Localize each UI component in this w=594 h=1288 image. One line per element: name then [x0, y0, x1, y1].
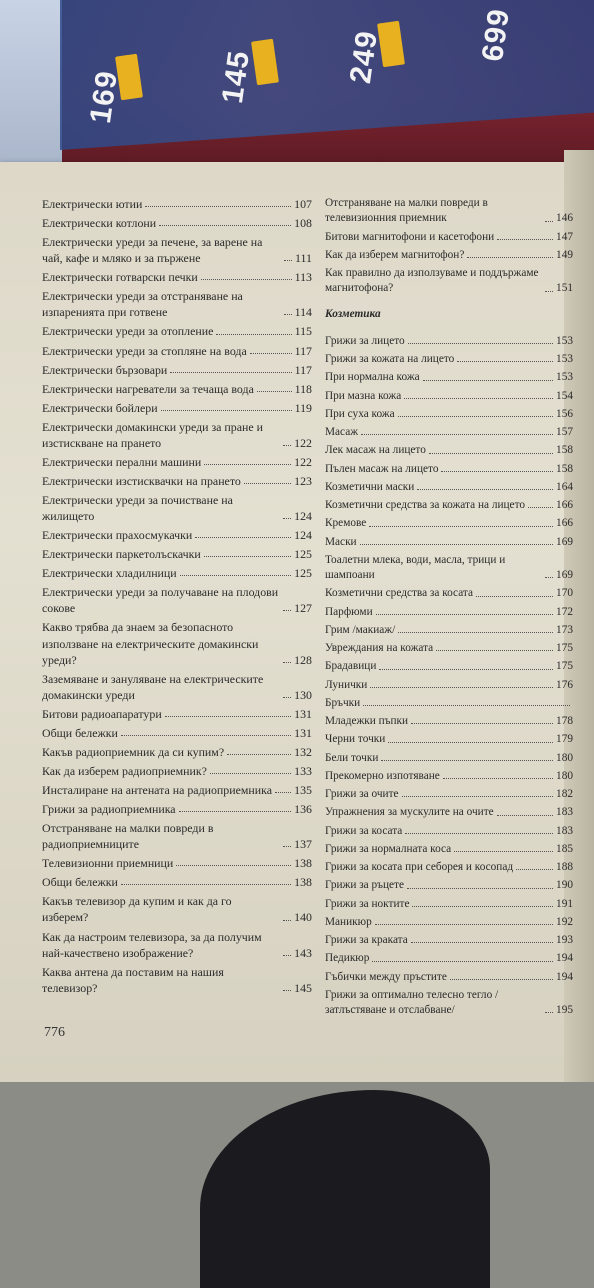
dot-leader: [257, 391, 292, 392]
dot-leader: [404, 398, 553, 399]
dot-leader: [361, 434, 553, 435]
toc-entry-title: Черни точки: [325, 733, 386, 746]
toc-entry-title: Парфюми: [325, 605, 373, 618]
toc-entry-page: 118: [294, 381, 312, 396]
toc-entry: [325, 248, 573, 263]
toc-entry: [42, 874, 312, 890]
toc-entry-page: 122: [294, 435, 312, 450]
toc-entry-title: Козметични маски: [325, 480, 415, 493]
toc-entry: [325, 751, 573, 766]
toc-entry-page: 147: [556, 230, 573, 243]
toc-entry-title: Маски: [325, 535, 357, 548]
dot-leader: [429, 453, 553, 454]
toc-entry-title: Упражнения за мускулите на очите: [325, 806, 494, 819]
toc-entry: [325, 389, 573, 404]
toc-entry: [325, 805, 573, 820]
dot-leader: [528, 507, 553, 508]
toc-entry-title: Електрически уреди за печене, за варене на чай, кафе и мляко и за пържене: [42, 235, 263, 266]
toc-entry-page: 125: [294, 566, 312, 581]
toc-entry: [325, 498, 573, 513]
toc-entry-page: 115: [294, 324, 312, 339]
toc-entry-page: 170: [556, 587, 573, 600]
toc-entry: [42, 234, 312, 266]
toc-entry-title: Заземяване и зануляване на електрическите домакински уреди: [42, 671, 264, 702]
dot-leader: [545, 1012, 553, 1013]
toc-entry-page: 113: [294, 270, 312, 285]
dot-leader: [476, 596, 553, 597]
dot-leader: [121, 735, 291, 736]
toc-entry: [42, 893, 312, 925]
toc-entry-page: 191: [556, 897, 573, 910]
dot-leader: [411, 942, 553, 943]
toc-entry-page: 127: [294, 601, 312, 616]
dot-leader: [159, 225, 291, 226]
dot-leader: [210, 773, 291, 774]
dot-leader: [179, 811, 292, 812]
toc-entry: [325, 266, 573, 297]
toc-right-main-list: [325, 334, 573, 1019]
toc-entry-page: 132: [294, 744, 312, 759]
dot-leader: [283, 955, 291, 956]
toc-entry: [325, 915, 573, 930]
toc-entry: [325, 352, 573, 367]
toc-entry-title: Кремове: [325, 517, 367, 530]
toc-entry: [42, 619, 312, 667]
toc-entry-page: 131: [294, 706, 312, 721]
toc-entry-page: 154: [556, 389, 573, 402]
toc-entry-title: Грижи за ръцете: [325, 879, 404, 892]
toc-entry: [325, 462, 573, 477]
toc-entry: [325, 769, 573, 784]
toc-entry-title: Електрически изстисквачки на прането: [42, 473, 241, 488]
dot-leader: [121, 884, 291, 885]
toc-entry: [42, 801, 312, 817]
dot-leader: [201, 279, 292, 280]
toc-entry-page: 193: [556, 934, 573, 946]
dot-leader: [405, 833, 553, 834]
toc-entry-title: Електрически ютии: [42, 197, 143, 211]
toc-entry-title: Грижи за кожата на лицето: [325, 353, 455, 365]
toc-entry-title: Грижи за оптимално телесно тегло /затлъстяване и отслабване/: [325, 988, 499, 1016]
toc-entry-page: 114: [294, 305, 312, 320]
toc-entry-title: Тоалетни млека, води, масла, трици и шампоани: [325, 553, 506, 581]
toc-entry-page: 192: [556, 915, 573, 928]
toc-entry: [325, 370, 573, 385]
toc-entry: [42, 725, 312, 741]
toc-entry: [325, 842, 573, 857]
toc-entry-page: 166: [556, 517, 573, 530]
toc-entry-page: 180: [556, 751, 573, 764]
toc-entry-page: 188: [556, 861, 573, 873]
dot-leader: [454, 851, 553, 852]
dot-leader: [363, 705, 570, 706]
toc-entry-title: Козметични средства за кожата на лицето: [325, 499, 526, 511]
dot-leader: [283, 518, 291, 519]
toc-entry-page: 145: [294, 980, 312, 995]
toc-entry: [42, 565, 312, 581]
toc-entry-title: Бръчки: [325, 696, 361, 709]
dot-leader: [170, 372, 291, 373]
dot-leader: [284, 314, 292, 315]
toc-entry-title: Грим /макиаж/: [325, 623, 396, 636]
toc-entry: [325, 696, 573, 711]
dot-leader: [423, 380, 553, 381]
toc-entry-page: 179: [556, 733, 573, 746]
toc-entry-title: Какъв радиоприемник да си купим?: [42, 744, 225, 759]
dot-leader: [443, 778, 553, 779]
toc-entry-page: 183: [556, 806, 573, 819]
dot-leader: [516, 869, 553, 870]
dot-leader: [376, 614, 553, 615]
toc-entry: [42, 323, 312, 339]
dot-leader: [457, 361, 553, 362]
toc-entry-title: Как правилно да използуваме и поддържаме магнитофона?: [325, 267, 539, 295]
toc-entry-title: Електрически уреди за стопляне на вода: [42, 343, 247, 358]
toc-entry-page: 137: [294, 837, 312, 852]
toc-entry-title: Електрически паркетолъскачки: [42, 547, 201, 562]
toc-entry-title: Масаж: [325, 426, 359, 438]
dot-leader: [283, 662, 291, 663]
toc-entry-page: 136: [294, 802, 312, 817]
toc-entry: [325, 659, 573, 674]
dot-leader: [283, 920, 291, 921]
toc-entry-title: Телевизионни приемници: [42, 856, 174, 871]
toc-entry: [42, 763, 312, 779]
toc-entry: [325, 933, 573, 948]
dot-leader: [450, 979, 553, 980]
dot-leader: [497, 239, 553, 240]
toc-entry-page: 133: [294, 763, 312, 778]
toc-entry: [325, 641, 573, 656]
toc-entry-title: Каква антена да поставим на нашия телевизор?: [42, 964, 224, 995]
toc-entry-title: Какъв телевизор да купим и как да го изберем?: [42, 894, 232, 925]
toc-entry: [325, 623, 573, 638]
dot-leader: [402, 796, 554, 797]
toc-entry-page: 169: [556, 535, 573, 548]
toc-entry-page: 108: [294, 216, 312, 231]
toc-entry: [325, 586, 573, 601]
dot-leader: [407, 888, 553, 889]
dot-leader: [204, 556, 291, 557]
toc-entry-page: 153: [556, 353, 573, 365]
toc-entry-page: 124: [294, 509, 312, 524]
toc-entry-page: 117: [294, 343, 312, 358]
toc-entry-page: 195: [556, 1004, 573, 1016]
toc-entry: [42, 454, 312, 470]
dot-leader: [195, 537, 291, 538]
dot-leader: [283, 846, 291, 847]
toc-entry-page: 190: [556, 879, 573, 892]
toc-entry-page: 175: [556, 660, 573, 673]
toc-entry: [42, 288, 312, 320]
toc-entry: [325, 970, 573, 985]
toc-entry-title: Електрически хладилници: [42, 566, 177, 581]
toc-entry: [325, 732, 573, 747]
toc-entry: [325, 480, 573, 495]
toc-entry-title: Грижи за ноктите: [325, 897, 410, 910]
dot-leader: [467, 257, 553, 258]
toc-entry-title: Маникюр: [325, 915, 372, 928]
toc-entry-title: Педикюр: [325, 952, 370, 965]
toc-entry-page: 182: [556, 788, 573, 800]
toc-entry: [42, 400, 312, 416]
toc-entry-page: 107: [294, 197, 312, 211]
toc-entry-title: Гъбички между пръстите: [325, 970, 447, 983]
dot-leader: [369, 526, 553, 527]
toc-entry: [42, 929, 312, 961]
toc-right-top-list: [325, 196, 573, 297]
toc-entry-title: При мазна кожа: [325, 389, 402, 402]
toc-entry-page: 131: [294, 725, 312, 740]
flyer-price: 145: [216, 48, 257, 106]
toc-entry: [325, 425, 573, 440]
toc-entry-title: Електрически нагреватели за течаща вода: [42, 381, 254, 396]
toc-entry-title: Грижи за нормалната коса: [325, 842, 452, 855]
toc-entry: [42, 671, 312, 703]
toc-entry-page: 185: [556, 842, 573, 855]
toc-entry: [42, 215, 312, 231]
toc-entry-page: 175: [556, 642, 573, 654]
dot-leader: [412, 906, 553, 907]
flyer-price: 699: [476, 6, 517, 64]
toc-entry-page: 143: [294, 945, 312, 960]
toc-entry: [42, 362, 312, 378]
toc-entry: [42, 855, 312, 871]
toc-entry: [42, 782, 312, 798]
toc-entry: [42, 744, 312, 760]
toc-entry-title: Младежки пъпки: [325, 715, 409, 727]
toc-entry: [325, 516, 573, 531]
toc-entry-title: Какво трябва да знаем за безопасното използване на електрическите домакински уреди?: [42, 620, 259, 667]
toc-entry: [325, 951, 573, 966]
dot-leader: [388, 742, 553, 743]
toc-entry-title: При нормална кожа: [325, 371, 420, 384]
toc-entry-title: Общи бележки: [42, 725, 118, 740]
dot-leader: [545, 577, 553, 578]
dot-leader: [250, 353, 292, 354]
toc-entry-page: 146: [556, 212, 573, 225]
toc-entry-page: 194: [556, 970, 573, 983]
page-number: 776: [44, 1025, 65, 1040]
section-title: Козметика: [325, 307, 381, 320]
dot-leader: [244, 483, 291, 484]
toc-entry: [42, 706, 312, 722]
toc-entry-page: 169: [556, 569, 573, 581]
toc-entry-page: 135: [294, 783, 312, 797]
dot-leader: [204, 464, 291, 465]
toc-entry: [42, 820, 312, 852]
toc-entry: [325, 787, 573, 802]
toc-entry-title: Грижи за очите: [325, 788, 399, 800]
toc-entry: [325, 443, 573, 458]
toc-entry-title: Козметични средства за косата: [325, 587, 474, 600]
toc-entry-title: Електрически уреди за получаване на плодови сокове: [42, 585, 279, 616]
toc-entry: [325, 878, 573, 893]
toc-entry: [42, 343, 312, 359]
flyer-price: 249: [344, 28, 385, 86]
dot-leader: [283, 990, 291, 991]
toc-entry: [325, 553, 573, 584]
dot-leader: [284, 260, 292, 261]
toc-entry-page: 153: [556, 334, 573, 347]
toc-entry: [42, 473, 312, 489]
toc-entry-title: Електрически готварски печки: [42, 270, 198, 285]
dot-leader: [161, 410, 292, 411]
toc-entry: [42, 269, 312, 285]
dot-leader: [283, 610, 291, 611]
toc-entry-title: Лунички: [325, 678, 368, 691]
toc-entry-title: Електрически перални машини: [42, 454, 202, 469]
toc-entry-title: Инсталиране на антената на радиоприемника: [42, 783, 273, 797]
toc-entry-title: Електрически бойлери: [42, 400, 158, 415]
dot-leader: [436, 650, 553, 651]
toc-entry-page: 128: [294, 652, 312, 667]
toc-entry-title: Грижи за косата при себорея и косопад: [325, 861, 514, 873]
toc-entry-page: 158: [556, 444, 573, 457]
dot-leader: [370, 687, 553, 688]
toc-entry: [325, 407, 573, 422]
toc-entry: [325, 605, 573, 620]
dot-leader: [176, 865, 291, 866]
toc-entry-title: Как да изберем магнитофон?: [325, 248, 465, 261]
toc-entry-title: Отстраняване на малки повреди в телевизионния приемник: [325, 197, 488, 225]
toc-entry-title: Битови радиоапаратури: [42, 706, 162, 721]
toc-entry-page: 176: [556, 678, 573, 691]
toc-entry-page: 125: [294, 547, 312, 562]
toc-entry-title: Електрически уреди за почистване на жилището: [42, 493, 233, 524]
toc-entry-title: Електрически котлони: [42, 216, 157, 231]
dot-leader: [283, 697, 291, 698]
toc-entry-page: 130: [294, 687, 312, 702]
toc-entry-title: Битови магнитофони и касетофони: [325, 230, 495, 243]
toc-entry-page: 124: [294, 528, 312, 543]
toc-entry: [42, 419, 312, 451]
dot-leader: [497, 815, 553, 816]
toc-entry: [42, 584, 312, 616]
toc-entry-page: 156: [556, 407, 573, 420]
toc-entry: [42, 527, 312, 543]
toc-entry-title: Как да настроим телевизора, за да получим най-качествено изображение?: [42, 929, 262, 960]
dot-leader: [398, 416, 553, 417]
toc-entry: [42, 546, 312, 562]
toc-entry: [42, 381, 312, 397]
toc-entry-page: 158: [556, 462, 573, 475]
dot-leader: [145, 206, 291, 207]
dot-leader: [545, 221, 553, 222]
dot-leader: [372, 961, 553, 962]
toc-entry-title: Как да изберем радиоприемник?: [42, 763, 207, 778]
toc-entry-page: 138: [294, 875, 312, 890]
toc-entry-title: При суха кожа: [325, 407, 395, 420]
dot-leader: [375, 924, 553, 925]
toc-entry-page: 166: [556, 499, 573, 511]
toc-entry: [325, 988, 573, 1019]
dot-leader: [216, 334, 291, 335]
toc-entry-page: 157: [556, 426, 573, 438]
toc-entry: [325, 230, 573, 245]
dot-leader: [227, 754, 291, 755]
dot-leader: [379, 669, 553, 670]
toc-entry-title: Електрически домакински уреди за пране и изстискване на прането: [42, 419, 263, 450]
toc-entry: [42, 492, 312, 524]
dot-leader: [275, 792, 291, 793]
toc-entry: [325, 860, 573, 875]
toc-entry-page: 117: [294, 362, 312, 377]
toc-entry-page: 164: [556, 480, 573, 493]
toc-entry-page: 123: [294, 473, 312, 488]
toc-entry-page: 194: [556, 952, 573, 965]
dot-leader: [417, 489, 553, 490]
dot-leader: [381, 760, 553, 761]
toc-entry-page: 119: [294, 400, 312, 415]
toc-entry-page: 178: [556, 715, 573, 727]
toc-entry: [325, 824, 573, 839]
toc-entry-page: 183: [556, 824, 573, 837]
toc-entry-title: Грижи за лицето: [325, 334, 405, 347]
dot-leader: [398, 632, 553, 633]
toc-entry: [42, 964, 312, 996]
toc-entry-title: Електрически бързовари: [42, 362, 168, 377]
toc-entry-title: Грижи за радиоприемника: [42, 802, 176, 817]
toc-entry-title: Брадавици: [325, 660, 377, 673]
dot-leader: [283, 445, 291, 446]
toc-entry-page: 153: [556, 371, 573, 384]
toc-entry-title: Бели точки: [325, 751, 379, 764]
toc-entry-page: 122: [294, 454, 312, 469]
toc-entry-page: 138: [294, 856, 312, 871]
toc-entry-title: Прекомерно изпотяване: [325, 769, 440, 782]
toc-entry-title: Увреждания на кожата: [325, 642, 434, 654]
toc-entry-page: 140: [294, 910, 312, 925]
dot-leader: [408, 343, 553, 344]
toc-entry-title: Електрически прахосмукачки: [42, 528, 193, 543]
toc-entry: [325, 714, 573, 729]
toc-entry-title: Електрически уреди за отстраняване на изпаренията при готвене: [42, 289, 243, 320]
toc-entry-title: Отстраняване на малки повреди в радиоприемниците: [42, 821, 214, 852]
toc-entry-page: 172: [556, 605, 573, 618]
toc-entry: [325, 897, 573, 912]
dot-leader: [360, 544, 553, 545]
toc-entry-title: Грижи за косата: [325, 824, 403, 837]
toc-right-column: [325, 196, 573, 1021]
dot-leader: [545, 291, 553, 292]
toc-entry-title: Лек масаж на лицето: [325, 444, 426, 457]
toc-entry: [325, 196, 573, 227]
toc-entry: [42, 196, 312, 212]
toc-entry-title: Общи бележки: [42, 875, 118, 890]
toc-left-column: [42, 196, 312, 999]
toc-entry-title: Пълен масаж на лицето: [325, 462, 439, 475]
flyer-left-panel: [0, 0, 62, 175]
toc-entry: [325, 535, 573, 550]
toc-entry-page: 173: [556, 623, 573, 636]
toc-entry-page: 151: [556, 282, 573, 295]
toc-entry-page: 180: [556, 769, 573, 782]
dot-leader: [165, 716, 291, 717]
dot-leader: [441, 471, 553, 472]
flyer-price: 169: [84, 68, 125, 126]
toc-entry-page: 149: [556, 248, 573, 261]
toc-entry-title: Грижи за краката: [325, 934, 408, 946]
dot-leader: [180, 575, 292, 576]
background-flyer: [0, 0, 594, 175]
toc-entry: [325, 678, 573, 693]
dot-leader: [411, 723, 553, 724]
toc-entry-page: 111: [295, 251, 312, 266]
toc-entry: [325, 334, 573, 349]
toc-entry-title: Електрически уреди за отопление: [42, 324, 214, 339]
